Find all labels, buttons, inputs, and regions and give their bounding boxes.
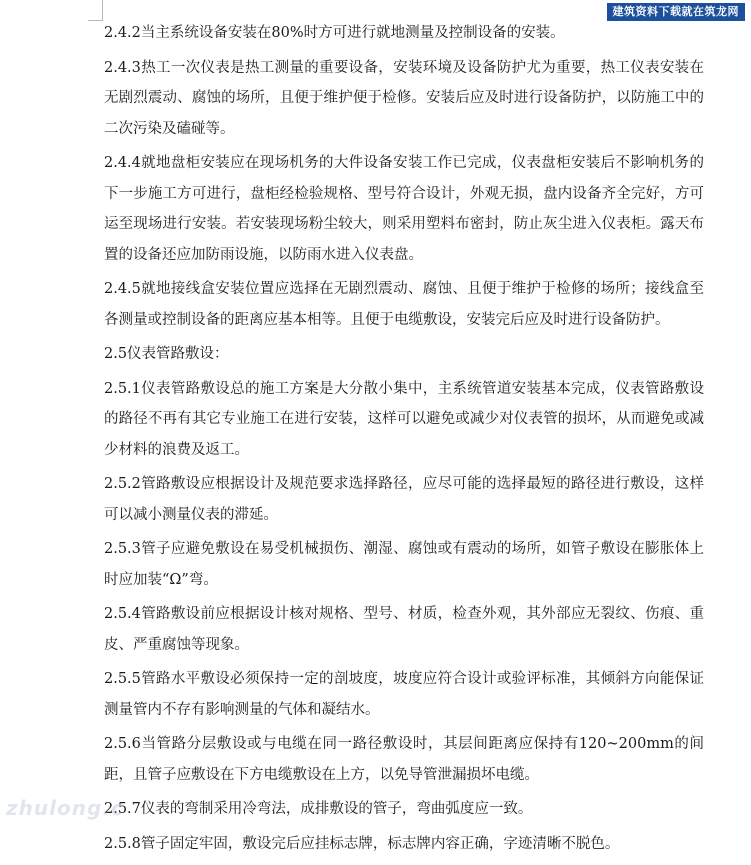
paragraph-2-5-4: 2.5.4管路敷设前应根据设计核对规格、型号、材质，检查外观，其外部应无裂纹、伤痕、重皮、严重腐蚀等现象。 — [104, 606, 704, 653]
paragraph-2-5-8: 2.5.8管子固定牢固，敷设完后应挂标志牌，标志牌内容正确，字迹清晰不脱色。 — [104, 835, 620, 852]
paragraph-2-4-3: 2.4.3热工一次仪表是热工测量的重要设备，安装环境及设备防护尤为重要，热工仪表安装在无剧烈震动、腐蚀的场所，且便于维护便于检修。安装后应及时进行设备防护，以防施工中的二次污染及磕碰等。 — [104, 59, 704, 137]
page-corner-marker — [88, 0, 103, 21]
site-banner[interactable]: 建筑资料下载就在筑龙网 — [607, 3, 746, 21]
paragraph-2-5-6: 2.5.6当管路分层敷设或与电缆在同一路径敷设时，其层间距离应保持有120~200mm的间距，且管子应敷设在下方电缆敷设在上方，以免导管泄漏损坏电缆。 — [104, 736, 704, 783]
paragraph-2-4-2: 2.4.2当主系统设备安装在80%时方可进行就地测量及控制设备的安装。 — [104, 25, 565, 41]
site-watermark: zhulong.c — [6, 796, 124, 820]
section-heading-2-5: 2.5仪表管路敷设： — [104, 346, 229, 362]
paragraph-2-4-4: 2.4.4就地盘柜安装应在现场机务的大件设备安装工作已完成，仪表盘柜安装后不影响机务的下一步施工方可进行，盘柜经检验规格、型号符合设计，外观无损，盘内设备齐全完好，方可运至现场进行安装。若安装现场粉尘较大，则采用塑料布密封，防止灰尘进入仪表柜。露天布置的设备还应加防雨设施，以防雨水进入仪表盘。 — [104, 155, 704, 263]
document-body — [104, 18, 704, 863]
paragraph-2-5-1: 2.5.1仪表管路敷设总的施工方案是大分散小集中，主系统管道安装基本完成，仪表管路敷设的路径不再有其它专业施工在进行安装，这样可以避免或减少对仪表管的损坏，从而避免或减少材料的浪费及返工。 — [104, 380, 704, 458]
paragraph-2-5-2: 2.5.2管路敷设应根据设计及规范要求选择路径，应尽可能的选择最短的路径进行敷设，这样可以减小测量仪表的滞延。 — [104, 476, 704, 523]
paragraph-2-5-7: 2.5.7仪表的弯制采用冷弯法，成排敷设的管子，弯曲弧度应一致。 — [104, 801, 533, 817]
paragraph-2-5-3: 2.5.3管子应避免敷设在易受机械损伤、潮湿、腐蚀或有震动的场所，如管子敷设在膨胀体上时应加装“Ω”弯。 — [104, 541, 704, 588]
paragraph-2-4-5: 2.4.5就地接线盒安装位置应选择在无剧烈震动、腐蚀、且便于维护于检修的场所；接线盒至各测量或控制设备的距离应基本相等。且便于电缆敷设，安装完后应及时进行设备防护。 — [104, 281, 704, 328]
paragraph-2-5-5: 2.5.5管路水平敷设必须保持一定的剖坡度，坡度应符合设计或验评标准，其倾斜方向能保证测量管内不存有影响测量的气体和凝结水。 — [104, 671, 704, 718]
